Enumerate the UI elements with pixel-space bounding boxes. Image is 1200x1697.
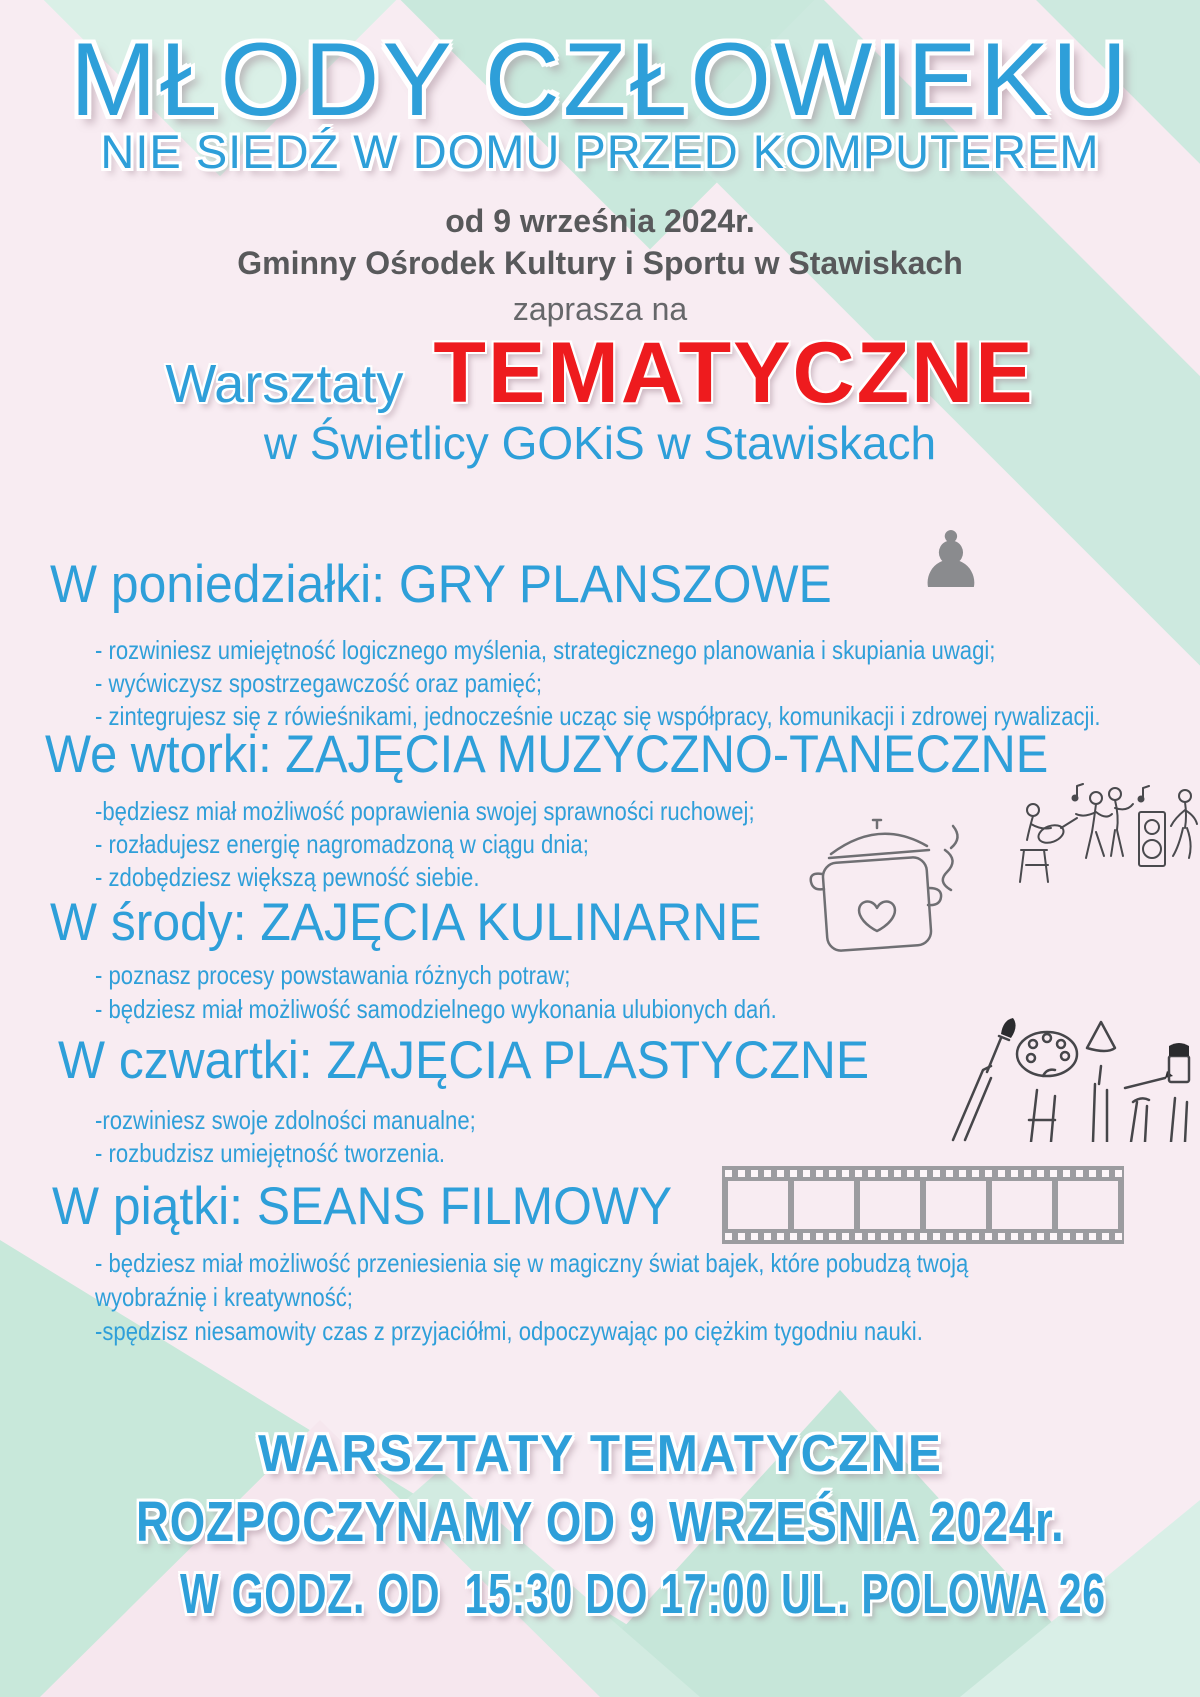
day-heading-thursday: W czwartki: ZAJĘCIA PLASTYCZNE	[58, 1031, 870, 1090]
day-bullets-monday	[95, 634, 1200, 733]
cooking-pot-icon	[795, 812, 975, 962]
organizer-line: Gminny Ośrodek Kultury i Sportu w Stawiskach	[237, 245, 963, 281]
bullet: - rozbudzisz umiejętność tworzenia.	[95, 1138, 446, 1168]
bullet: - poznasz procesy powstawania różnych potraw;	[95, 960, 571, 990]
day-heading-friday: W piątki: SEANS FILMOWY	[52, 1177, 673, 1236]
day-heading-monday: W poniedziałki: GRY PLANSZOWE	[50, 555, 832, 614]
footer-line-3-text: W GODZ. OD 15:30 DO 17:00 UL. POLOWA 26	[180, 1562, 1106, 1626]
workshop-title-row	[0, 324, 1200, 423]
bullet: -spędzisz niesamowity czas z przyjaciółmi, odpoczywając po ciężkim tygodniu nauki.	[95, 1316, 923, 1346]
bullet: -rozwiniesz swoje zdolności manualne;	[95, 1105, 476, 1135]
footer-line-2	[0, 1490, 1200, 1554]
day-bullets-friday	[95, 1246, 1122, 1348]
day-heading-tuesday: We wtorki: ZAJĘCIA MUZYCZNO-TANECZNE	[45, 725, 1049, 784]
footer-line-1	[0, 1425, 1200, 1483]
art-hands-illustration	[935, 992, 1195, 1142]
bullet: - rozładujesz energię nagromadzoną w ciągu dnia;	[95, 829, 589, 859]
invite-line: zaprasza na	[512, 291, 688, 327]
bullet: - będziesz miał możliwość samodzielnego wykonania ulubionych dań.	[95, 994, 777, 1024]
day-heading-wednesday: W środy: ZAJĘCIA KULINARNE	[50, 893, 762, 952]
start-date-line: od 9 września 2024r.	[445, 203, 755, 239]
footer-line-3	[0, 1562, 1200, 1626]
footer-line-1-text: WARSZTATY TEMATYCZNE	[257, 1425, 943, 1483]
bullet: - wyćwiczysz spostrzegawczość oraz pamięć;	[95, 668, 543, 698]
location-line: w Świetlicy GOKiS w Stawiskach	[263, 417, 937, 469]
bullet: - będziesz miał możliwość przeniesienia się w magiczny świat bajek, które pobudzą twoją	[95, 1248, 969, 1278]
day-bullets-thursday	[95, 1104, 543, 1170]
day-bullets-tuesday	[95, 795, 871, 894]
bullet: - zdobędziesz większą pewność siebie.	[95, 862, 480, 892]
music-dance-illustration	[993, 772, 1198, 890]
day-bullets-wednesday	[95, 958, 897, 1026]
poster-title: MŁODY CZŁOWIEKU	[69, 22, 1131, 138]
workshop-name: TEMATYCZNE	[433, 325, 1035, 421]
bullet: wyobraźnię i kreatywność;	[95, 1282, 353, 1312]
footer-line-2-text: ROZPOCZYNAMY OD 9 WRZEŚNIA 2024r.	[135, 1490, 1065, 1554]
poster-subtitle: NIE SIEDŹ W DOMU PRZED KOMPUTEREM	[100, 125, 1100, 178]
chess-pawn-icon: ♟	[916, 516, 986, 606]
bullet: -będziesz miał możliwość poprawienia swojej sprawności ruchowej;	[95, 796, 755, 826]
workshop-prefix: Warsztaty	[165, 354, 404, 414]
bullet: - rozwiniesz umiejętność logicznego myślenia, strategicznego planowania i skupiania uwagi;	[95, 635, 996, 665]
bullet: - zintegrujesz się z rówieśnikami, jednocześnie ucząc się współpracy, komunikacji i zdrowej rywalizacji.	[95, 701, 1101, 731]
film-strip-icon	[722, 1166, 1124, 1244]
